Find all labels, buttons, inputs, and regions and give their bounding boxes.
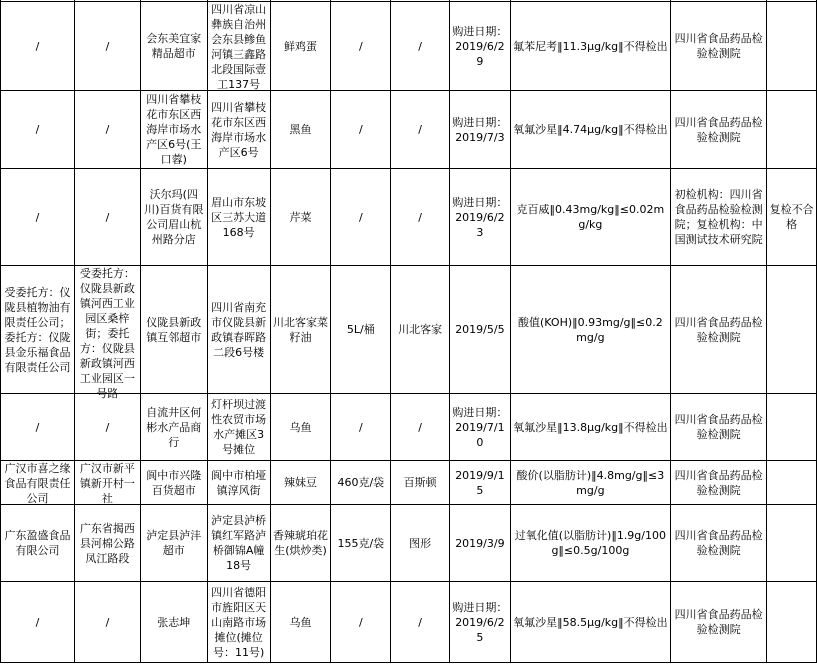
brand-cell (391, 169, 450, 266)
inspection-agency-cell (670, 582, 766, 663)
producer-name-cell-text: / (35, 123, 40, 136)
sample-name-cell (270, 169, 331, 266)
brand-cell (391, 266, 450, 394)
table-row (1, 582, 817, 663)
remark-cell (767, 461, 817, 505)
producer-address-cell (74, 582, 140, 663)
producer-address-cell-text: 广汉市新平镇新开村一社 (79, 462, 135, 505)
brand-cell (391, 2, 450, 91)
producer-name-cell-text: / (35, 39, 40, 53)
producer-address-cell (74, 394, 140, 461)
spec-cell-text: 155克/袋 (337, 536, 385, 550)
producer-name-cell-text: / (35, 420, 40, 434)
table-row (1, 394, 817, 461)
failed-item-cell (510, 394, 670, 461)
producer-address-cell-text: / (105, 123, 110, 136)
seller-name-cell (140, 169, 207, 266)
seller-address-cell (207, 582, 270, 663)
producer-address-cell-text: 广东省揭西县河棉公路凤江路段 (79, 521, 135, 565)
sample-name-cell (270, 2, 331, 91)
failed-item-cell-text: 酸值(KOH)‖0.93mg/g‖≤0.2mg/g (518, 315, 663, 344)
seller-address-cell (207, 2, 270, 91)
producer-name-cell (1, 582, 75, 663)
seller-name-cell-text: 仪陇县新政镇互邻超市 (146, 315, 202, 344)
seller-address-cell-text: 泸定县泸桥镇红军路泸桥御锦A幢18号 (211, 514, 267, 572)
inspection-agency-cell-text: 四川省食品药品检验检测院 (674, 115, 763, 144)
date-cell (449, 582, 510, 663)
seller-name-cell (140, 2, 207, 91)
brand-cell-text: / (418, 210, 422, 224)
seller-name-cell-text: 会东美宜家精品超市 (146, 32, 202, 60)
producer-address-cell-text: / (105, 420, 110, 434)
brand-cell-text: 图形 (409, 536, 432, 550)
date-cell-text: 2019/5/5 (455, 323, 505, 336)
inspection-agency-cell (670, 169, 766, 266)
table-row (1, 461, 817, 505)
date-cell (449, 394, 510, 461)
seller-address-cell (207, 169, 270, 266)
producer-name-cell (1, 394, 75, 461)
spec-cell-text: / (358, 615, 363, 629)
producer-name-cell-text: / (35, 615, 40, 629)
spec-cell (331, 169, 391, 266)
failed-item-cell-text: 过氧化值(以脂肪计)‖1.9g/100g‖≤0.5g/100g (514, 529, 666, 557)
inspection-agency-cell-text: 四川省食品药品检验检测院 (674, 413, 763, 441)
brand-cell (391, 505, 450, 582)
spec-cell (331, 505, 391, 582)
spec-cell-text: 460克/袋 (337, 476, 385, 489)
date-cell-text: 2019/3/9 (455, 536, 505, 550)
spec-cell (331, 266, 391, 394)
spec-cell-text: / (358, 123, 363, 136)
date-cell (449, 266, 510, 394)
brand-cell-text: 百斯顿 (403, 476, 437, 489)
date-cell-text: 购进日期：2019/7/3 (452, 115, 508, 144)
seller-name-cell (140, 266, 207, 394)
seller-name-cell-text: 自流井区何彬水产品商行 (146, 405, 202, 449)
brand-cell-text: / (418, 420, 422, 434)
brand-cell (391, 582, 450, 663)
producer-address-cell-text: / (105, 210, 110, 224)
producer-address-cell (74, 505, 140, 582)
spec-cell (331, 2, 391, 91)
seller-name-cell (140, 91, 207, 169)
brand-cell (391, 461, 450, 505)
sample-name-cell (270, 505, 331, 582)
seller-address-cell (207, 91, 270, 169)
table-row (1, 505, 817, 582)
producer-address-cell (74, 461, 140, 505)
producer-name-cell-text: / (35, 210, 40, 224)
remark-cell-text: 复检不合格 (769, 203, 814, 231)
spec-cell (331, 91, 391, 169)
failed-item-cell (510, 266, 670, 394)
inspection-agency-cell (670, 461, 766, 505)
spec-cell (331, 394, 391, 461)
producer-address-cell (74, 169, 140, 266)
inspection-agency-cell-text: 四川省食品药品检验检测院 (674, 468, 763, 497)
failed-item-cell (510, 582, 670, 663)
seller-name-cell-text: 泸定县泸沣超市 (146, 529, 202, 557)
date-cell-text: 购进日期：2019/6/25 (452, 600, 508, 644)
producer-name-cell (1, 461, 75, 505)
inspection-agency-cell-text: 初检机构：四川省食品药品检验检测院；复检机构：中国测试技术研究院 (674, 188, 763, 246)
failed-item-cell (510, 2, 670, 91)
inspection-agency-cell (670, 2, 766, 91)
seller-name-cell (140, 394, 207, 461)
date-cell-text: 2019/9/15 (455, 468, 505, 497)
inspection-agency-cell-text: 四川省食品药品检验检测院 (674, 529, 763, 557)
failed-item-cell (510, 505, 670, 582)
spec-cell-text: / (358, 420, 363, 434)
seller-address-cell (207, 394, 270, 461)
seller-address-cell (207, 505, 270, 582)
failed-item-cell-text: 酸价(以脂肪计)‖4.8mg/g‖≤3mg/g (516, 468, 665, 497)
spec-cell-text: / (358, 210, 363, 224)
sample-name-cell-text: 乌鱼 (289, 420, 312, 434)
sample-name-cell-text: 芹菜 (289, 210, 312, 224)
seller-name-cell-text: 四川省攀枝花市东区西海岸市场水产区6号(王口蓉) (146, 93, 202, 166)
brand-cell (391, 91, 450, 169)
brand-cell-text: / (418, 39, 422, 53)
sample-name-cell (270, 266, 331, 394)
seller-name-cell (140, 461, 207, 505)
seller-name-cell (140, 505, 207, 582)
producer-name-cell (1, 505, 75, 582)
producer-address-cell-text: 受委托方：仪陇县新政镇河西工业园区桑梓街；委托方：仪陇县新政镇河西工业园区一号路 (79, 267, 135, 400)
spec-cell-text: 5L/桶 (346, 323, 375, 336)
inspection-agency-cell (670, 505, 766, 582)
date-cell (449, 505, 510, 582)
inspection-agency-cell (670, 266, 766, 394)
brand-cell-text: 川北客家 (398, 323, 443, 336)
sample-name-cell-text: 辣妹豆 (284, 476, 317, 489)
remark-cell (767, 2, 817, 91)
sample-name-cell-text: 香辣琥珀花生(烘炒类) (273, 529, 328, 557)
sample-name-cell-text: 川北客家菜籽油 (273, 315, 328, 344)
remark-cell (767, 266, 817, 394)
seller-address-cell-text: 四川省南充市仪陇县新政镇春晖路二段6号楼 (211, 300, 267, 359)
remark-cell (767, 582, 817, 663)
date-cell (449, 169, 510, 266)
table-row (1, 2, 817, 91)
date-cell-text: 购进日期：2019/6/29 (452, 24, 508, 68)
failed-item-cell (510, 91, 670, 169)
spec-cell-text: / (358, 39, 363, 53)
inspection-agency-cell (670, 394, 766, 461)
spec-cell (331, 461, 391, 505)
producer-name-cell (1, 266, 75, 394)
seller-address-cell-text: 四川省凉山彝族自治州会东县鲹鱼河镇三鑫路北段国际壹工137号 (211, 3, 267, 91)
sample-name-cell-text: 鲜鸡蛋 (284, 39, 317, 53)
remark-cell (767, 394, 817, 461)
spec-cell (331, 582, 391, 663)
date-cell (449, 91, 510, 169)
sample-name-cell (270, 394, 331, 461)
seller-address-cell (207, 266, 270, 394)
failed-item-cell (510, 461, 670, 505)
failed-item-cell-text: 氧氟沙星‖13.8μg/kg‖不得检出 (513, 420, 668, 434)
table-row (1, 169, 817, 266)
brand-cell-text: / (418, 123, 422, 136)
table-body (1, 0, 817, 663)
failed-item-cell-text: 氧氟沙星‖58.5μg/kg‖不得检出 (513, 615, 668, 629)
producer-address-cell (74, 91, 140, 169)
inspection-agency-cell (670, 91, 766, 169)
inspection-agency-cell-text: 四川省食品药品检验检测院 (674, 315, 763, 344)
brand-cell (391, 394, 450, 461)
seller-address-cell-text: 灯杆坝过渡性农贸市场水产摊区3号摊位 (211, 398, 267, 456)
producer-name-cell (1, 2, 75, 91)
sample-name-cell (270, 582, 331, 663)
inspection-agency-cell-text: 四川省食品药品检验检测院 (674, 608, 763, 636)
seller-address-cell (207, 461, 270, 505)
sample-name-cell (270, 91, 331, 169)
seller-address-cell-text: 四川省攀枝花市东区西海岸市场水产区6号 (211, 100, 267, 159)
failed-item-cell-text: 氟苯尼考‖11.3μg/kg‖不得检出 (513, 39, 668, 53)
remark-cell (767, 169, 817, 266)
seller-address-cell-text: 四川省德阳市旌阳区天山南路市场摊位(摊位号：11号) (211, 585, 267, 659)
producer-address-cell-text: / (105, 39, 110, 53)
seller-name-cell-text: 阆中市兴隆百货超市 (146, 468, 202, 497)
seller-name-cell (140, 582, 207, 663)
producer-name-cell-text: 受委托方：仪陇县植物油有限责任公司；委托方：仪陇县金乐福食品有限责任公司 (4, 285, 71, 374)
remark-cell (767, 91, 817, 169)
seller-name-cell-text: 沃尔玛(四川)百货有限公司眉山杭州路分店 (144, 188, 204, 246)
remark-cell (767, 505, 817, 582)
producer-name-cell-text: 广东盈盛食品有限公司 (4, 529, 71, 557)
failed-item-cell-text: 氧氟沙星‖4.74μg/kg‖不得检出 (513, 123, 668, 136)
date-cell (449, 2, 510, 91)
table-row (1, 266, 817, 394)
producer-name-cell-text: 广汉市喜之缘食品有限责任公司 (4, 462, 71, 505)
producer-address-cell (74, 266, 140, 400)
table-row (1, 91, 817, 169)
sample-name-cell (270, 461, 331, 505)
date-cell-text: 购进日期：2019/6/23 (452, 195, 508, 239)
sample-name-cell-text: 乌鱼 (289, 615, 312, 629)
producer-address-cell-text: / (105, 615, 110, 629)
failed-item-cell-text: 克百威‖0.43mg/kg‖≤0.02mg/kg (516, 203, 665, 231)
brand-cell-text: / (418, 615, 422, 629)
sample-name-cell-text: 黑鱼 (289, 123, 312, 136)
producer-address-cell (74, 2, 140, 91)
inspection-agency-cell-text: 四川省食品药品检验检测院 (674, 32, 763, 60)
date-cell-text: 购进日期：2019/7/10 (452, 405, 508, 449)
seller-address-cell-text: 阆中市柏垭镇淳风街 (211, 468, 267, 497)
seller-name-cell-text: 张志坤 (157, 615, 191, 629)
date-cell (449, 461, 510, 505)
producer-name-cell (1, 91, 75, 169)
seller-address-cell-text: 眉山市东坡区三苏大道168号 (211, 195, 267, 239)
producer-name-cell (1, 169, 75, 266)
failed-item-cell (510, 169, 670, 266)
